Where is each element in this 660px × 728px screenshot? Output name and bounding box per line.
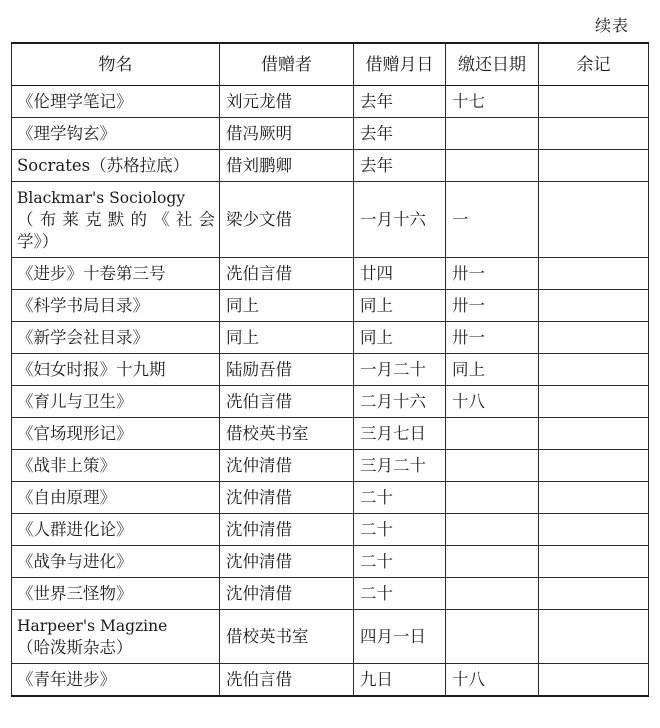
return-date bbox=[446, 118, 539, 150]
header-item-name: 物名 bbox=[12, 43, 220, 86]
lender: 冼伯言借 bbox=[220, 258, 354, 290]
table-row bbox=[12, 482, 649, 514]
item-name: 《科学书局目录》 bbox=[12, 290, 220, 322]
table-row bbox=[12, 182, 649, 258]
lender: 陆励吾借 bbox=[220, 354, 354, 386]
book-lending-ledger-table bbox=[11, 42, 649, 697]
lend-date: 去年 bbox=[354, 86, 446, 118]
remarks bbox=[539, 258, 649, 290]
lender: 沈仲清借 bbox=[220, 546, 354, 578]
return-date bbox=[446, 578, 539, 610]
return-date bbox=[446, 514, 539, 546]
table-row bbox=[12, 258, 649, 290]
item-name: 《育儿与卫生》 bbox=[12, 386, 220, 418]
lender: 借校英书室 bbox=[220, 418, 354, 450]
item-name: 《战非上策》 bbox=[12, 450, 220, 482]
table-row bbox=[12, 118, 649, 150]
return-date bbox=[446, 482, 539, 514]
remarks bbox=[539, 546, 649, 578]
header-remarks: 余记 bbox=[539, 43, 649, 86]
item-name: 《官场现形记》 bbox=[12, 418, 220, 450]
table-row bbox=[12, 86, 649, 118]
lend-date: 同上 bbox=[354, 322, 446, 354]
item-name bbox=[12, 610, 220, 664]
lender: 借校英书室 bbox=[220, 610, 354, 664]
item-name: 《自由原理》 bbox=[12, 482, 220, 514]
continued-table-label: 续表 bbox=[594, 16, 629, 35]
item-name: 《理学钩玄》 bbox=[12, 118, 220, 150]
remarks bbox=[539, 386, 649, 418]
lend-date: 二十 bbox=[354, 514, 446, 546]
lend-date: 廿四 bbox=[354, 258, 446, 290]
header-lend-date: 借赠月日 bbox=[354, 43, 446, 86]
item-name-line: 学》） bbox=[17, 231, 59, 251]
lender: 沈仲清借 bbox=[220, 482, 354, 514]
lend-date: 一月十六 bbox=[354, 182, 446, 258]
table-row bbox=[12, 578, 649, 610]
lend-date: 二十 bbox=[354, 546, 446, 578]
lend-date: 二十 bbox=[354, 482, 446, 514]
remarks bbox=[539, 664, 649, 697]
lend-date: 同上 bbox=[354, 290, 446, 322]
table-row bbox=[12, 322, 649, 354]
item-name: Socrates（苏格拉底） bbox=[12, 150, 220, 182]
remarks bbox=[539, 322, 649, 354]
remarks bbox=[539, 514, 649, 546]
lend-date: 二月十六 bbox=[354, 386, 446, 418]
table-row bbox=[12, 150, 649, 182]
return-date bbox=[446, 450, 539, 482]
lender: 梁少文借 bbox=[220, 182, 354, 258]
header-row bbox=[12, 43, 649, 86]
remarks bbox=[539, 182, 649, 258]
lend-date: 三月七日 bbox=[354, 418, 446, 450]
lender: 同上 bbox=[220, 322, 354, 354]
lend-date: 一月二十 bbox=[354, 354, 446, 386]
table-row bbox=[12, 418, 649, 450]
item-name-line: Blackmar's Sociology bbox=[17, 188, 186, 207]
remarks bbox=[539, 354, 649, 386]
remarks bbox=[539, 86, 649, 118]
item-name: 《妇女时报》十九期 bbox=[12, 354, 220, 386]
remarks bbox=[539, 482, 649, 514]
table-row bbox=[12, 450, 649, 482]
item-name: 《世界三怪物》 bbox=[12, 578, 220, 610]
lend-date: 九日 bbox=[354, 664, 446, 697]
return-date bbox=[446, 610, 539, 664]
table-row bbox=[12, 354, 649, 386]
table-row bbox=[12, 290, 649, 322]
return-date: 卅一 bbox=[446, 258, 539, 290]
remarks bbox=[539, 290, 649, 322]
item-name: 《进步》十卷第三号 bbox=[12, 258, 220, 290]
header-lender: 借赠者 bbox=[220, 43, 354, 86]
item-name-line: （布莱克默的《社会 bbox=[17, 209, 215, 229]
lender: 冼伯言借 bbox=[220, 664, 354, 697]
return-date bbox=[446, 418, 539, 450]
lender: 沈仲清借 bbox=[220, 450, 354, 482]
lend-date: 去年 bbox=[354, 118, 446, 150]
item-name: 《新学会社目录》 bbox=[12, 322, 220, 354]
lender: 冼伯言借 bbox=[220, 386, 354, 418]
item-name: 《人群进化论》 bbox=[12, 514, 220, 546]
lender: 借刘鹏卿 bbox=[220, 150, 354, 182]
item-name: 《战争与进化》 bbox=[12, 546, 220, 578]
table-row bbox=[12, 546, 649, 578]
remarks bbox=[539, 450, 649, 482]
remarks bbox=[539, 418, 649, 450]
remarks bbox=[539, 578, 649, 610]
item-name bbox=[12, 182, 220, 258]
item-name-line: Harpeer's Magzine bbox=[17, 616, 168, 635]
return-date: 同上 bbox=[446, 354, 539, 386]
lend-date: 三月二十 bbox=[354, 450, 446, 482]
return-date: 卅一 bbox=[446, 322, 539, 354]
item-name: 《青年进步》 bbox=[12, 664, 220, 697]
table-row bbox=[12, 610, 649, 664]
table-row bbox=[12, 386, 649, 418]
return-date: 十八 bbox=[446, 664, 539, 697]
return-date: 一 bbox=[446, 182, 539, 258]
remarks bbox=[539, 610, 649, 664]
lend-date: 去年 bbox=[354, 150, 446, 182]
lender: 借冯厥明 bbox=[220, 118, 354, 150]
remarks bbox=[539, 118, 649, 150]
lender: 沈仲清借 bbox=[220, 578, 354, 610]
return-date: 十七 bbox=[446, 86, 539, 118]
return-date: 十八 bbox=[446, 386, 539, 418]
item-name-line: （哈泼斯杂志） bbox=[17, 637, 133, 657]
lender: 同上 bbox=[220, 290, 354, 322]
lender: 沈仲清借 bbox=[220, 514, 354, 546]
table-row bbox=[12, 514, 649, 546]
header-return-date: 缴还日期 bbox=[446, 43, 539, 86]
lend-date: 四月一日 bbox=[354, 610, 446, 664]
return-date: 卅一 bbox=[446, 290, 539, 322]
remarks bbox=[539, 150, 649, 182]
lender: 刘元龙借 bbox=[220, 86, 354, 118]
lend-date: 二十 bbox=[354, 578, 446, 610]
return-date bbox=[446, 150, 539, 182]
item-name: 《伦理学笔记》 bbox=[12, 86, 220, 118]
return-date bbox=[446, 546, 539, 578]
table-row bbox=[12, 664, 649, 697]
